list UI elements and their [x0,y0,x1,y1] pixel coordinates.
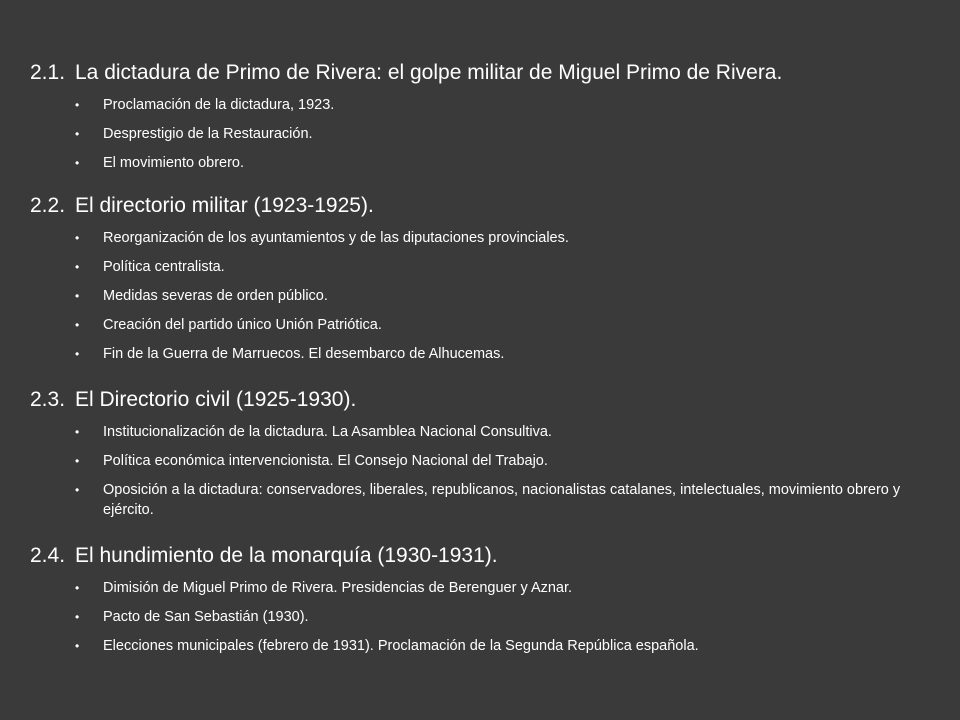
section-2-2 [30,193,940,364]
bullet-icon: • [75,231,80,245]
section-title: La dictadura de Primo de Rivera: el golpe militar de Miguel Primo de Rivera. [75,61,783,84]
bullet-icon: • [75,610,80,624]
bullet-list [30,95,940,173]
bullet-icon: • [75,156,80,170]
bullet-icon: • [75,581,80,595]
bullet-item [30,124,940,144]
bullet-text: Oposición a la dictadura: conservadores, liberales, republicanos, nacionalistas catalanes, intelectuales, movimiento obrero y ejército. [103,482,901,518]
bullet-item [30,422,940,442]
bullet-item [30,315,940,335]
bullet-item [30,636,940,656]
bullet-item [30,607,940,627]
bullet-item [30,451,940,471]
bullet-text: Reorganización de los ayuntamientos y de las diputaciones provinciales. [103,230,569,246]
bullet-list [30,422,940,520]
section-heading [30,387,940,413]
section-title: El directorio militar (1923-1925). [75,194,374,217]
bullet-text: Desprestigio de la Restauración. [103,126,313,142]
section-number: 2.4. [30,544,66,567]
section-2-3 [30,387,940,520]
bullet-icon: • [75,454,80,468]
section-heading [30,193,940,219]
section-title: El hundimiento de la monarquía (1930-1931). [75,544,498,567]
bullet-icon: • [75,639,80,653]
bullet-text: Fin de la Guerra de Marruecos. El desembarco de Alhucemas. [103,346,505,362]
section-2-4 [30,543,940,656]
bullet-item [30,578,940,598]
bullet-text: Proclamación de la dictadura, 1923. [103,97,335,113]
bullet-item [30,153,940,173]
bullet-text: Creación del partido único Unión Patriótica. [103,317,382,333]
section-2-1 [30,60,940,173]
bullet-icon: • [75,425,80,439]
bullet-item [30,95,940,115]
bullet-icon: • [75,260,80,274]
bullet-item [30,257,940,277]
bullet-icon: • [75,289,80,303]
bullet-text: Pacto de San Sebastián (1930). [103,609,309,625]
bullet-text: Política centralista. [103,259,225,275]
bullet-icon: • [75,483,80,497]
bullet-item [30,480,940,520]
section-number: 2.2. [30,194,66,217]
bullet-item [30,228,940,248]
bullet-text: Institucionalización de la dictadura. La Asamblea Nacional Consultiva. [103,424,552,440]
bullet-list [30,578,940,656]
bullet-text: El movimiento obrero. [103,155,245,171]
bullet-list [30,228,940,364]
bullet-text: Medidas severas de orden público. [103,288,328,304]
bullet-text: Dimisión de Miguel Primo de Rivera. Presidencias de Berenguer y Aznar. [103,580,573,596]
section-heading [30,543,940,569]
section-heading [30,60,940,86]
section-number: 2.1. [30,61,66,84]
section-number: 2.3. [30,388,66,411]
section-title: El Directorio civil (1925-1930). [75,388,357,411]
bullet-icon: • [75,318,80,332]
bullet-icon: • [75,347,80,361]
bullet-text: Política económica intervencionista. El Consejo Nacional del Trabajo. [103,453,548,469]
bullet-icon: • [75,98,80,112]
bullet-item [30,344,940,364]
bullet-text: Elecciones municipales (febrero de 1931). Proclamación de la Segunda República española. [103,638,699,654]
bullet-icon: • [75,127,80,141]
bullet-item [30,286,940,306]
